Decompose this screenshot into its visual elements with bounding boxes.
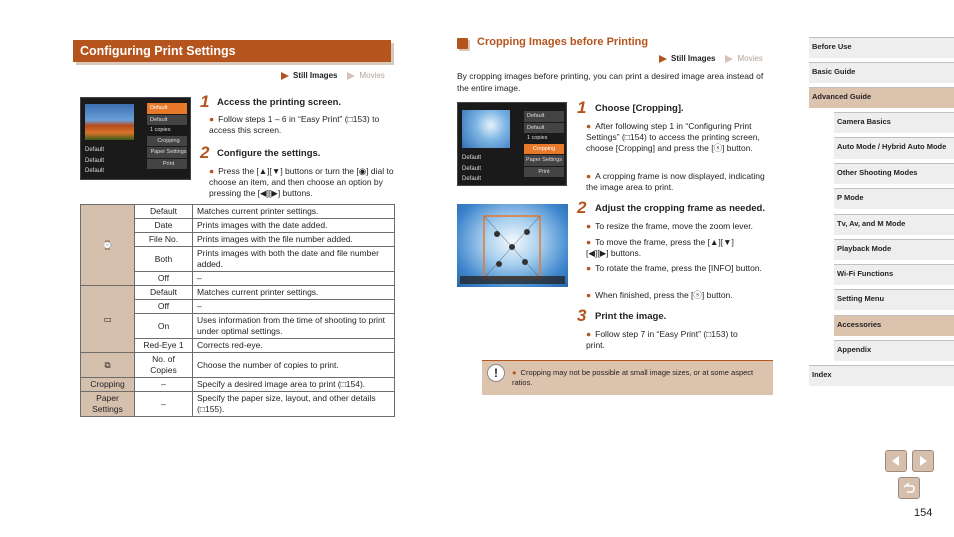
table-cell: – bbox=[193, 272, 395, 286]
bullet-text: To rotate the frame, press the [INFO] button. bbox=[595, 263, 762, 273]
nav-auto-mode[interactable]: Auto Mode / Hybrid Auto Mode bbox=[834, 137, 954, 159]
camera-screen-print-settings bbox=[80, 97, 191, 180]
bullet-text: After following step 1 in “Configuring Print Settings” (□154) to access the printing screen, choose [Cropping] and press the [ⓢ] button. bbox=[586, 121, 760, 153]
copies-icon: ⧉ bbox=[81, 353, 135, 378]
nav-playback-mode[interactable]: Playback Mode bbox=[834, 239, 954, 260]
prev-page-button[interactable] bbox=[885, 450, 907, 472]
thumbnail-image bbox=[462, 110, 510, 148]
table-cell: Matches current printer settings. bbox=[193, 286, 395, 300]
screen-left-default-2: Default bbox=[85, 157, 105, 164]
table-cell: Cropping bbox=[81, 378, 135, 392]
note-text-body: Cropping may not be possible at small image sizes, or at some aspect ratios. bbox=[512, 368, 754, 387]
nav-advanced-guide[interactable]: Advanced Guide bbox=[809, 87, 954, 108]
table-cell: – bbox=[135, 378, 193, 392]
mode-indicator bbox=[281, 71, 385, 80]
bullet-text: Press the [▲][▼] buttons or turn the [◉] dial to choose an item, and then choose an option by pressing the [◀][▶] buttons. bbox=[209, 166, 394, 198]
bullet-text: To move the frame, press the [▲][▼][◀][▶] buttons. bbox=[586, 237, 734, 258]
nav-p-mode[interactable]: P Mode bbox=[834, 188, 954, 209]
table-cell: Uses information from the time of shooting to print under optimal settings. bbox=[193, 314, 395, 339]
screen-left-default-3: Default bbox=[85, 168, 105, 174]
table-cell: – bbox=[193, 300, 395, 314]
bullet: ● To resize the frame, move the zoom lever. bbox=[586, 221, 753, 231]
table-cell: Paper Settings bbox=[81, 392, 135, 417]
table-row bbox=[81, 286, 395, 300]
movies-label: Movies bbox=[737, 54, 763, 63]
step-number: 2 bbox=[577, 198, 587, 217]
table-row bbox=[81, 392, 395, 417]
table-cell: Prints images with the date added. bbox=[193, 219, 395, 233]
table-cell: Off bbox=[135, 300, 193, 314]
movies-icon bbox=[725, 55, 733, 63]
nav-other-shooting-modes[interactable]: Other Shooting Modes bbox=[834, 163, 954, 184]
table-cell: Prints images with the file number added. bbox=[193, 233, 395, 247]
cropping-frame-photo bbox=[457, 204, 568, 287]
arrow-left-icon bbox=[890, 455, 902, 467]
screen-left-default-1: Default bbox=[85, 147, 105, 153]
screen-item-4: Cropping bbox=[524, 144, 564, 155]
note-text: ● Cropping may not be possible at small image sizes, or at some aspect ratios. bbox=[512, 368, 754, 387]
table-cell: Red-Eye 1 bbox=[135, 339, 193, 353]
step-number: 2 bbox=[200, 143, 210, 162]
table-cell: Off bbox=[135, 272, 193, 286]
nav-index[interactable]: Index bbox=[809, 365, 954, 386]
screen-item-5: Paper Settings bbox=[147, 147, 187, 158]
table-cell: Prints images with both the date and file number added. bbox=[193, 247, 395, 272]
screen-item-3: 1 copies bbox=[150, 127, 171, 133]
print-settings-table bbox=[80, 204, 395, 417]
bullet-text: Follow steps 1 – 6 in “Easy Print” (□153) to access this screen. bbox=[209, 114, 380, 135]
section-title: Cropping Images before Printing bbox=[477, 36, 649, 48]
return-icon bbox=[902, 482, 916, 494]
nav-setting-menu[interactable]: Setting Menu bbox=[834, 289, 954, 310]
table-cell: On bbox=[135, 314, 193, 339]
nav-camera-basics[interactable]: Camera Basics bbox=[834, 112, 954, 133]
bullet-text: Follow step 7 in “Easy Print” (□153) to print. bbox=[586, 329, 738, 350]
nav-accessories[interactable]: Accessories bbox=[834, 315, 954, 336]
bullet: ● Press the [▲][▼] buttons or turn the [◉] dial to choose an item, and then choose an option by pressing the [◀][▶] buttons. bbox=[209, 166, 394, 198]
next-page-button[interactable] bbox=[912, 450, 934, 472]
table-row bbox=[81, 378, 395, 392]
step-number: 1 bbox=[200, 92, 210, 111]
table-cell: Default bbox=[135, 205, 193, 219]
nav-appendix[interactable]: Appendix bbox=[834, 340, 954, 361]
screen-left-default-2: Default bbox=[462, 165, 482, 172]
step-number: 1 bbox=[577, 98, 587, 117]
table-cell: Corrects red-eye. bbox=[193, 339, 395, 353]
table-cell: Default bbox=[135, 286, 193, 300]
page-number: 154 bbox=[914, 507, 933, 519]
return-button[interactable] bbox=[898, 477, 920, 499]
screen-item-5: Paper Settings bbox=[524, 155, 564, 166]
still-images-icon bbox=[281, 72, 289, 80]
table-cell: Date bbox=[135, 219, 193, 233]
screen-item-2: Default bbox=[524, 123, 564, 134]
image-optimize-icon: ▭ bbox=[81, 286, 135, 353]
movies-label: Movies bbox=[359, 71, 385, 80]
section-square-icon bbox=[457, 38, 468, 49]
table-cell: Matches current printer settings. bbox=[193, 205, 395, 219]
bullet: ● To move the frame, press the [▲][▼][◀][▶] buttons. bbox=[586, 237, 734, 258]
bullet: ● To rotate the frame, press the [INFO] button. bbox=[586, 263, 762, 273]
screen-item-2: Default bbox=[147, 115, 187, 126]
bullet: ● A cropping frame is now displayed, indicating the image area to print. bbox=[586, 171, 765, 192]
step-title: Access the printing screen. bbox=[217, 97, 342, 108]
screen-item-6: Print bbox=[147, 159, 187, 170]
movies-icon bbox=[347, 72, 355, 80]
still-images-label: Still Images bbox=[293, 71, 338, 80]
table-cell: No. of Copies bbox=[135, 353, 193, 378]
table-cell: File No. bbox=[135, 233, 193, 247]
bullet-text: When finished, press the [ⓢ] button. bbox=[595, 290, 733, 300]
bullet-text: A cropping frame is now displayed, indicating the image area to print. bbox=[586, 171, 765, 192]
screen-left-default-3: Default bbox=[462, 176, 482, 182]
nav-wifi-functions[interactable]: Wi-Fi Functions bbox=[834, 264, 954, 285]
step-title: Choose [Cropping]. bbox=[595, 103, 684, 114]
screen-item-4: Cropping bbox=[147, 136, 187, 147]
step-title: Print the image. bbox=[595, 311, 667, 322]
table-cell: Specify a desired image area to print (□154). bbox=[193, 378, 395, 392]
still-images-icon bbox=[659, 55, 667, 63]
step-title: Configure the settings. bbox=[217, 148, 321, 159]
camera-screen-cropping bbox=[457, 102, 567, 186]
screen-left-default-1: Default bbox=[462, 155, 482, 161]
screen-item-1: Default bbox=[524, 111, 564, 122]
screen-item-1: Default bbox=[147, 103, 187, 114]
cropping-frame-icon bbox=[457, 204, 568, 287]
caution-icon: ! bbox=[487, 364, 505, 382]
screen-item-6: Print bbox=[524, 167, 564, 178]
table-cell: Both bbox=[135, 247, 193, 272]
screen-item-3: 1 copies bbox=[527, 135, 548, 141]
bullet: ● Follow step 7 in “Easy Print” (□153) to print. bbox=[586, 329, 738, 350]
bullet-text: To resize the frame, move the zoom lever. bbox=[595, 221, 753, 231]
intro-paragraph: By cropping images before printing, you can print a desired image area instead of the entire image. bbox=[457, 71, 764, 93]
table-cell: Specify the paper size, layout, and other details (□155). bbox=[193, 392, 395, 417]
nav-before-use[interactable]: Before Use bbox=[809, 37, 954, 58]
mode-indicator bbox=[659, 54, 763, 63]
bullet: ● After following step 1 in “Configuring Print Settings” (□154) to access the printing screen, choose [Cropping] and press the [ⓢ] button. bbox=[586, 121, 760, 153]
table-cell: Choose the number of copies to print. bbox=[193, 353, 395, 378]
bullet: ● Follow steps 1 – 6 in “Easy Print” (□153) to access this screen. bbox=[209, 114, 380, 135]
arrow-right-icon bbox=[917, 455, 929, 467]
nav-tv-av-m-mode[interactable]: Tv, Av, and M Mode bbox=[834, 214, 954, 235]
still-images-label: Still Images bbox=[671, 54, 716, 63]
nav-basic-guide[interactable]: Basic Guide bbox=[809, 62, 954, 83]
table-cell: – bbox=[135, 392, 193, 417]
step-number: 3 bbox=[577, 306, 587, 325]
step-title: Adjust the cropping frame as needed. bbox=[595, 203, 765, 214]
table-row bbox=[81, 205, 395, 219]
table-row bbox=[81, 353, 395, 378]
bullet: ● When finished, press the [ⓢ] button. bbox=[586, 290, 733, 300]
page-title: Configuring Print Settings bbox=[73, 40, 391, 62]
date-print-icon: ⌚ bbox=[81, 205, 135, 286]
thumbnail-image bbox=[85, 104, 134, 140]
